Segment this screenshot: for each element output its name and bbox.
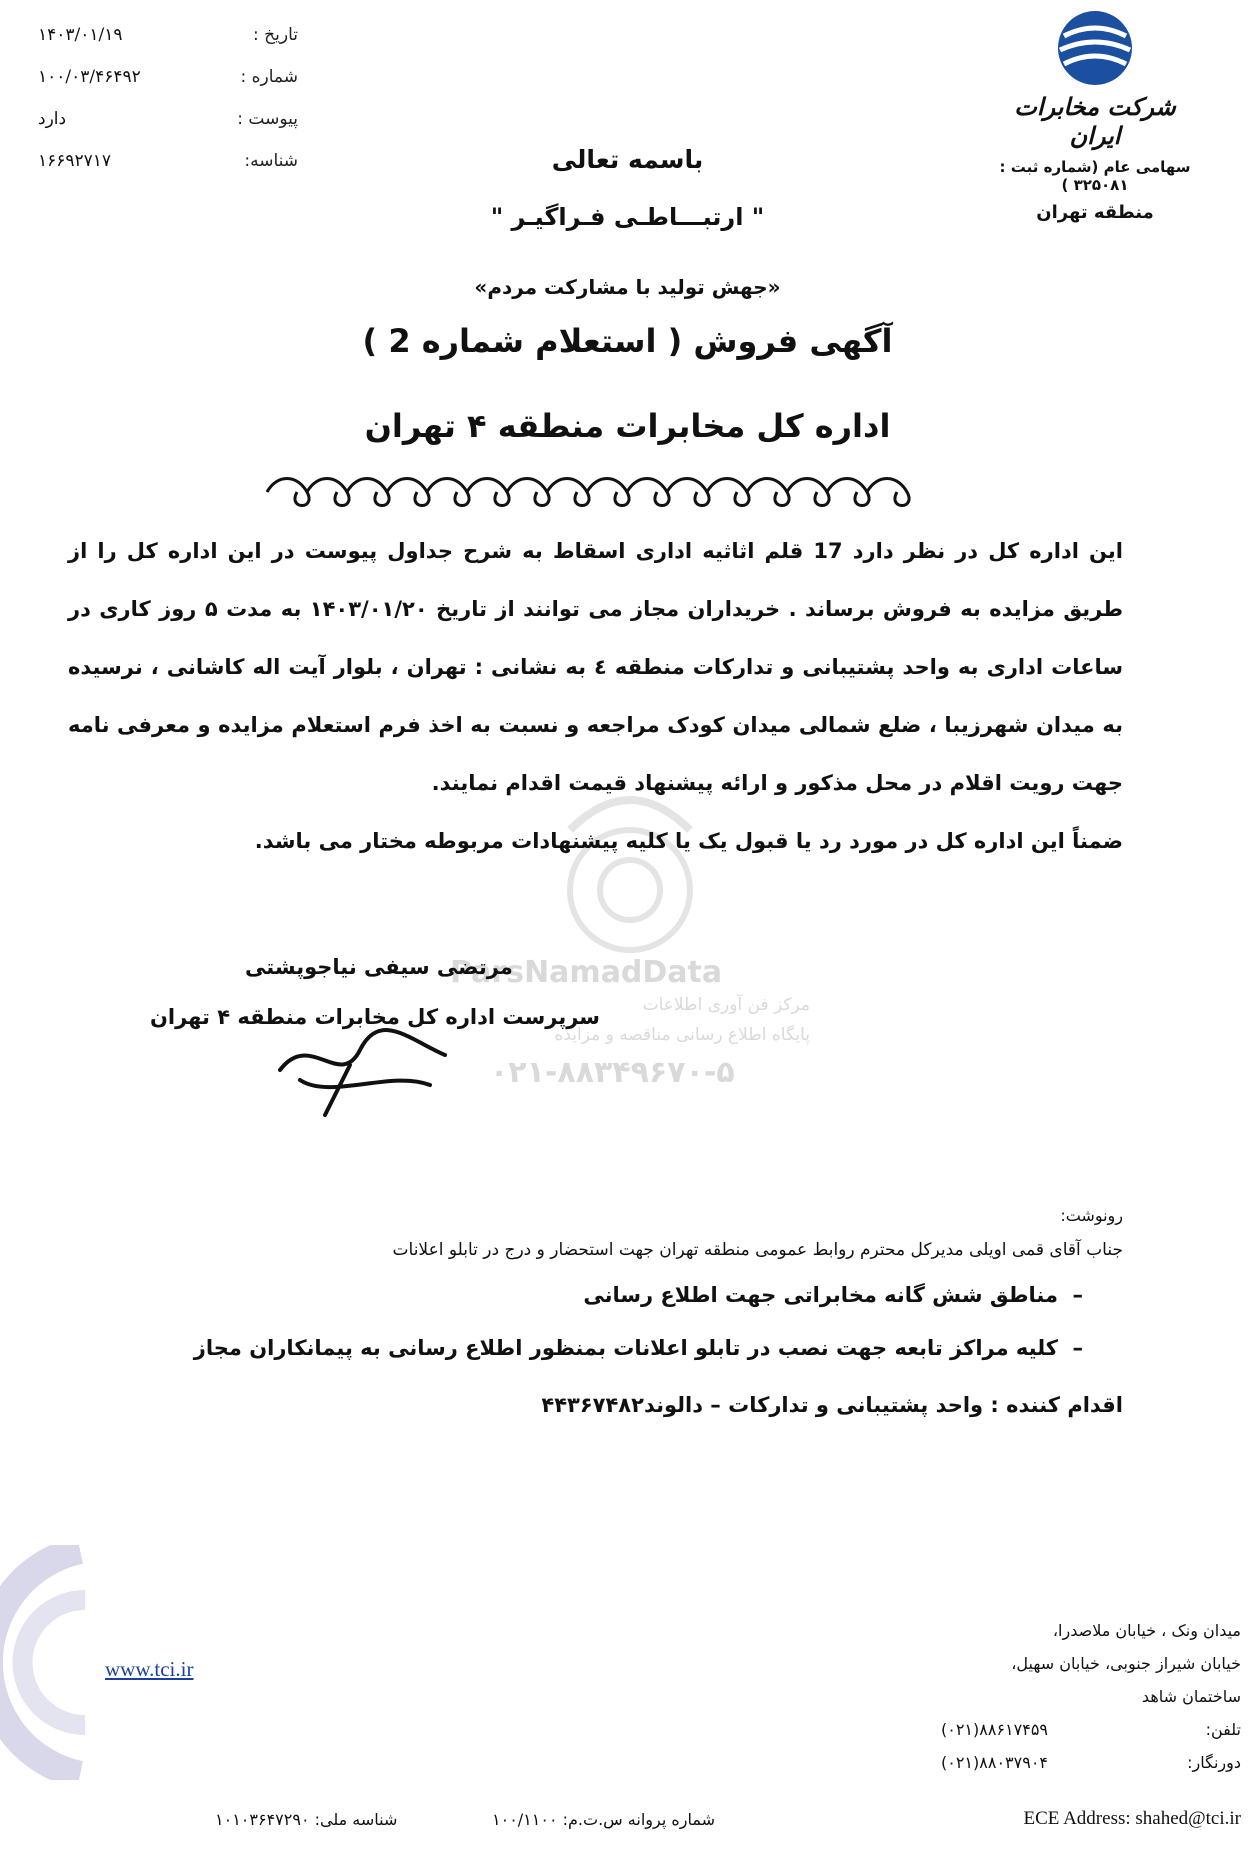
action-by: اقدام کننده : واحد پشتیبانی و تدارکات – دالوند۴۴۳۶۷۴۸۲ [541,1393,1123,1417]
notice-headline: آگهی فروش ( استعلام شماره 2 ) [362,322,893,360]
office-title: اداره کل مخابرات منطقه ۴ تهران [364,407,891,445]
handwritten-signature [270,1010,460,1120]
notice-body [68,522,1123,870]
cc-label: رونوشت: [1060,1206,1123,1225]
meta-value: دارد [38,109,67,129]
registration-number: سهامی عام (شماره ثبت : ۳۲۵۰۸۱ ) [999,158,1191,194]
watermark-line2: پایگاه اطلاع رسانی مناقصه و مزایده [554,1025,810,1045]
phone-row [941,1713,1241,1746]
ece-address: ECE Address: shahed@tci.ir [1023,1808,1241,1829]
tci-logo-icon [1050,8,1140,88]
meta-label: تاریخ : [253,25,298,45]
address-line: خیابان شیراز جنوبی، خیابان سهیل، [1011,1654,1241,1673]
watermark-brand: ParsNamadData [450,955,723,990]
meta-label: شماره : [240,67,298,87]
cc-item: مناطق شش گانه مخابراتی جهت اطلاع رسانی [583,1283,1058,1307]
license-number: شماره پروانه س.ت.م: ۱۰۰/۱۱۰۰ [492,1810,715,1829]
meta-date [38,14,298,56]
ornament-divider [262,472,932,512]
notice-disclaimer: ضمناً این اداره کل در مورد رد یا قبول یک یا کلیه پیشنهادات مربوطه مختار می باشد. [254,829,1123,853]
meta-value: ۱۶۶۹۲۷۱۷ [38,151,112,171]
footer-address [941,1614,1241,1779]
signatory-name: مرتضی سیفی نیاجوپشتی [245,955,513,979]
phone-label: تلفن: [1205,1720,1241,1739]
fax-label: دورنگار: [1187,1753,1241,1772]
signatory-title: سرپرست اداره کل مخابرات منطقه ۴ تهران [150,1005,600,1029]
basmala: باسمه تعالی [551,145,704,174]
meta-attachment [38,98,298,140]
cc-recipient: جناب آقای قمی اویلی مدیرکل محترم روابط عمومی منطقه تهران جهت استحضار و درج در تابلو اعلانات [392,1240,1123,1260]
fax-number: (۰۲۱)۸۸۰۳۷۹۰۴ [941,1753,1049,1772]
meta-number [38,56,298,98]
fax-row [941,1746,1241,1779]
slogan: " ارتبـــاطـی فـراگیـر " [490,203,765,231]
logo-title: شرکت مخابرات ایران [1014,92,1176,150]
meta-label: شناسه: [244,151,298,171]
slogan-year: «جهش تولید با مشارکت مردم» [474,275,781,299]
website-link[interactable]: www.tci.ir [105,1657,194,1681]
list-dash: – [1072,1336,1083,1360]
meta-value: ۱۰۰/۰۳/۴۶۴۹۲ [38,67,141,87]
address-line: میدان ونک ، خیابان ملاصدرا، [1052,1621,1241,1640]
phone-number: (۰۲۱)۸۸۶۱۷۴۵۹ [941,1720,1049,1739]
region-name: منطقه تهران [1036,202,1154,223]
meta-label: پیوست : [237,109,298,129]
address-line: ساختمان شاهد [1141,1687,1241,1706]
meta-value: ۱۴۰۳/۰۱/۱۹ [38,25,123,45]
national-id: شناسه ملی: ۱۰۱۰۳۶۴۷۲۹۰ [215,1810,398,1829]
watermark-line1: مرکز فن آوری اطلاعات [642,995,810,1015]
cc-item: کلیه مراکز تابعه جهت نصب در تابلو اعلانات بمنظور اطلاع رسانی به پیمانکاران مجاز [193,1336,1058,1360]
company-logo-block [995,8,1195,223]
footer-decoration [0,1545,90,1780]
list-dash: – [1072,1283,1083,1307]
notice-paragraph: این اداره کل در نظر دارد 17 قلم اثاثیه اداری اسقاط به شرح جداول پیوست در این اداره کل را از طریق مزایده به فروش برساند . خریداران مجاز می توانند از تاریخ ۱۴۰۳/۰۱/۲۰ به مدت ۵ روز کاری در ساعات اداری به واحد پشتیبانی و تدارکات منطقه ٤ به نشانی : تهران ، بلوار آیت اله کاشانی ، نرسیده به میدان شهرزیبا ، ضلع شمالی میدان کودک مراجعه و نسبت به اخذ فرم استعلام مزایده و معرفی نامه جهت رویت اقلام در محل مذکور و ارائه پیشنهاد قیمت اقدام نمایند. [68,539,1124,795]
watermark-phone: ۰۲۱-۸۸۳۴۹۶۷۰-۵ [490,1055,735,1090]
